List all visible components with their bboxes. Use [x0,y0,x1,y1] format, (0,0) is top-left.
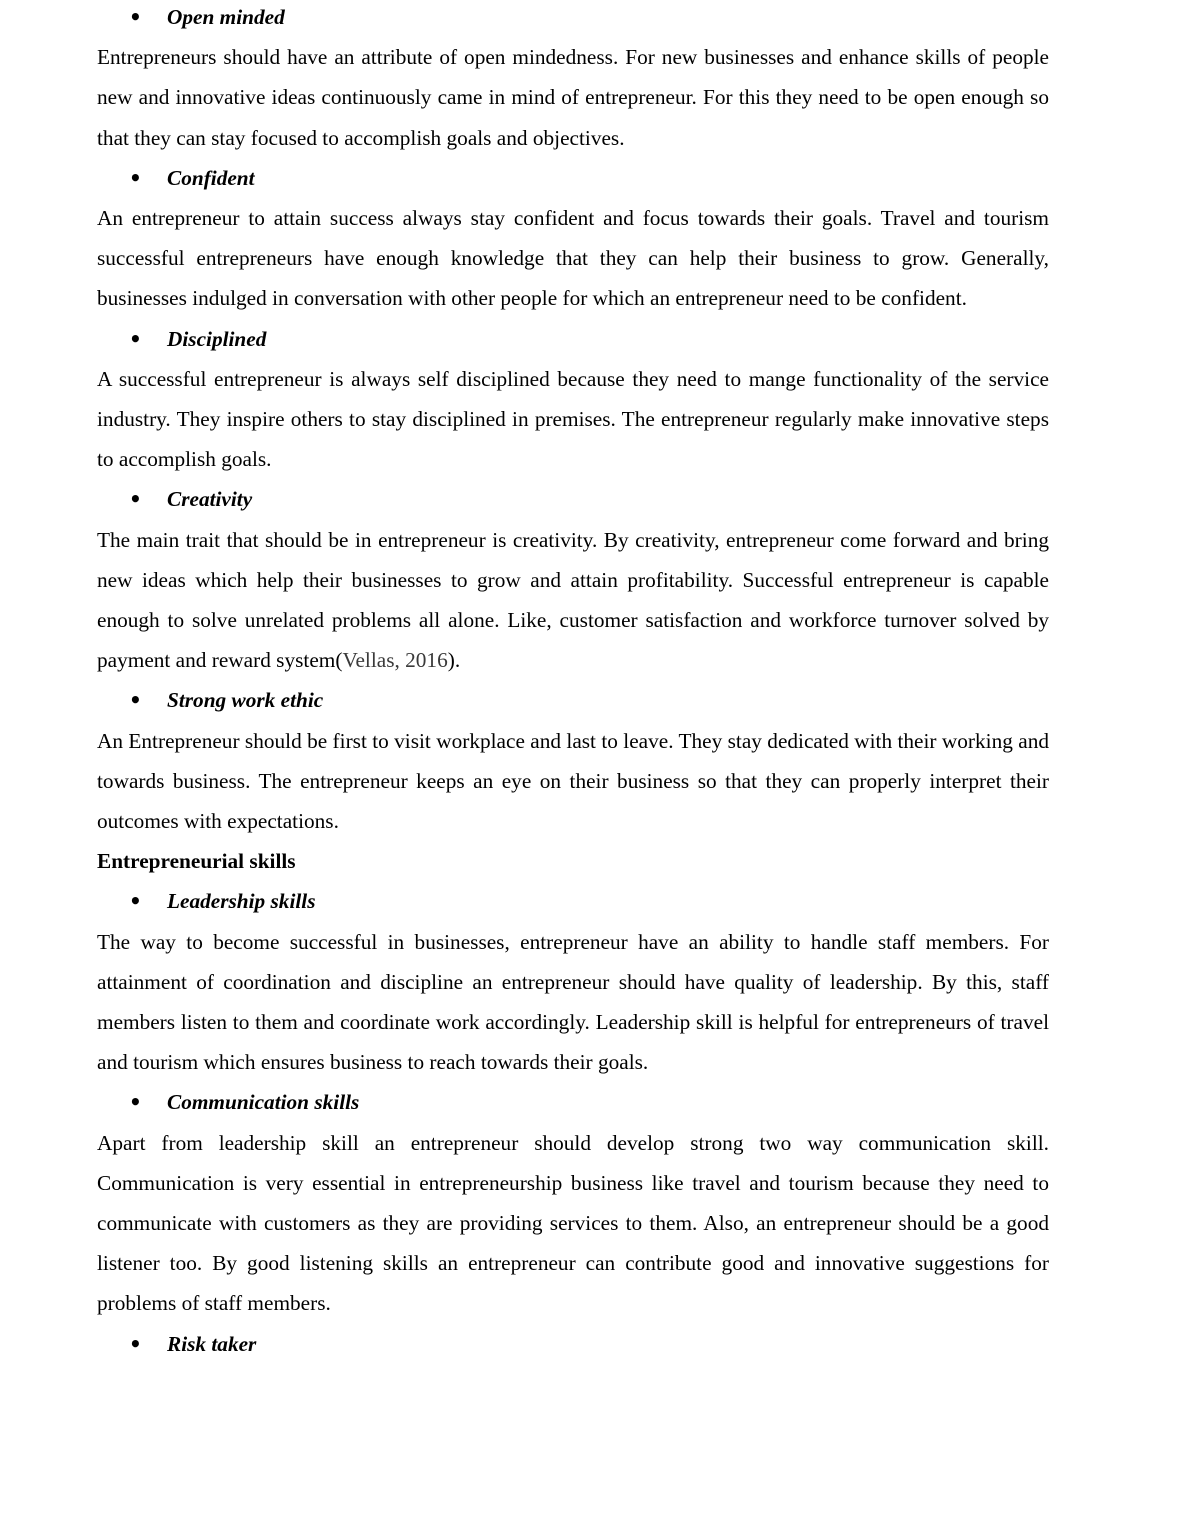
bullet-icon: • [129,889,142,914]
bullet-label: Communication skills [167,1090,360,1115]
bullet-confident [97,158,1049,198]
paragraph-creativity [97,520,1049,681]
bullet-label: Leadership skills [167,889,316,914]
document-page [97,0,1049,1364]
bullet-icon: • [129,1090,142,1115]
bullet-creativity [97,479,1049,519]
bullet-open-minded [97,0,1049,37]
bullet-icon: • [129,5,142,29]
bullet-icon: • [129,326,142,351]
bullet-work-ethic [97,680,1049,720]
bullet-label: Open minded [167,5,285,29]
bullet-risk-taker [97,1324,1049,1364]
bullet-icon: • [129,1331,142,1356]
bullet-communication [97,1082,1049,1122]
bullet-label: Confident [167,165,255,190]
bullet-icon: • [129,487,142,512]
paragraph-disciplined: A successful entrepreneur is always self disciplined because they need to mange functionality of the service industry. They inspire others to stay disciplined in premises. The entrepreneur regularly make innovative steps to accomplish goals. [97,366,1049,472]
bullet-label: Risk taker [167,1331,257,1356]
paragraph-open-minded: Entrepreneurs should have an attribute of open mindedness. For new businesses and enhance skills of people new and innovative ideas continuously came in mind of entrepreneur. For this they need to be open enough so that they can stay focused to accomplish goals and objectives. [97,45,1049,150]
paragraph-text-end: ). [447,648,461,673]
bullet-icon: • [129,688,142,713]
bullet-label: Disciplined [167,326,267,351]
paragraph-communication: Apart from leadership skill an entrepreneur should develop strong two way communication skill. Communication is very essential in entrepreneurship business like travel and tourism because they need to communicate with customers as they are providing services to them. Also, an entrepreneur should be a good listener too. By good listening skills an entrepreneur can contribute good and innovative suggestions for problems of staff members. [97,1130,1049,1316]
paragraph-text: The main trait that should be in entrepreneur is creativity. By creativity, entrepreneur come forward and bring new ideas which help their businesses to grow and attain profitability. Successful entrepreneur is capable enough to solve unrelated problems all alone. Like, customer satisfaction and workforce turnover solved by payment and reward system( [97,527,1049,673]
bullet-label: Strong work ethic [167,688,324,713]
citation: Vellas, 2016 [342,648,448,673]
paragraph-work-ethic: An Entrepreneur should be first to visit workplace and last to leave. They stay dedicated with their working and towards business. The entrepreneur keeps an eye on their business so that they can properly interpret their outcomes with expectations. [97,728,1049,833]
section-heading: Entrepreneurial skills [97,849,296,874]
paragraph-leadership: The way to become successful in businesses, entrepreneur have an ability to handle staff members. For attainment of coordination and discipline an entrepreneur should have quality of leadership. By this, staff members listen to them and coordinate work accordingly. Leadership skill is helpful for entrepreneurs of travel and tourism which ensures business to reach towards their goals. [97,929,1049,1075]
paragraph-confident: An entrepreneur to attain success always stay confident and focus towards their goals. Travel and tourism successful entrepreneurs have enough knowledge that they can help their business to grow. Generally, businesses indulged in conversation with other people for which an entrepreneur need to be confident. [97,205,1049,311]
bullet-icon: • [129,165,142,190]
bullet-disciplined [97,319,1049,359]
bullet-label: Creativity [167,487,253,512]
bullet-leadership [97,881,1049,921]
